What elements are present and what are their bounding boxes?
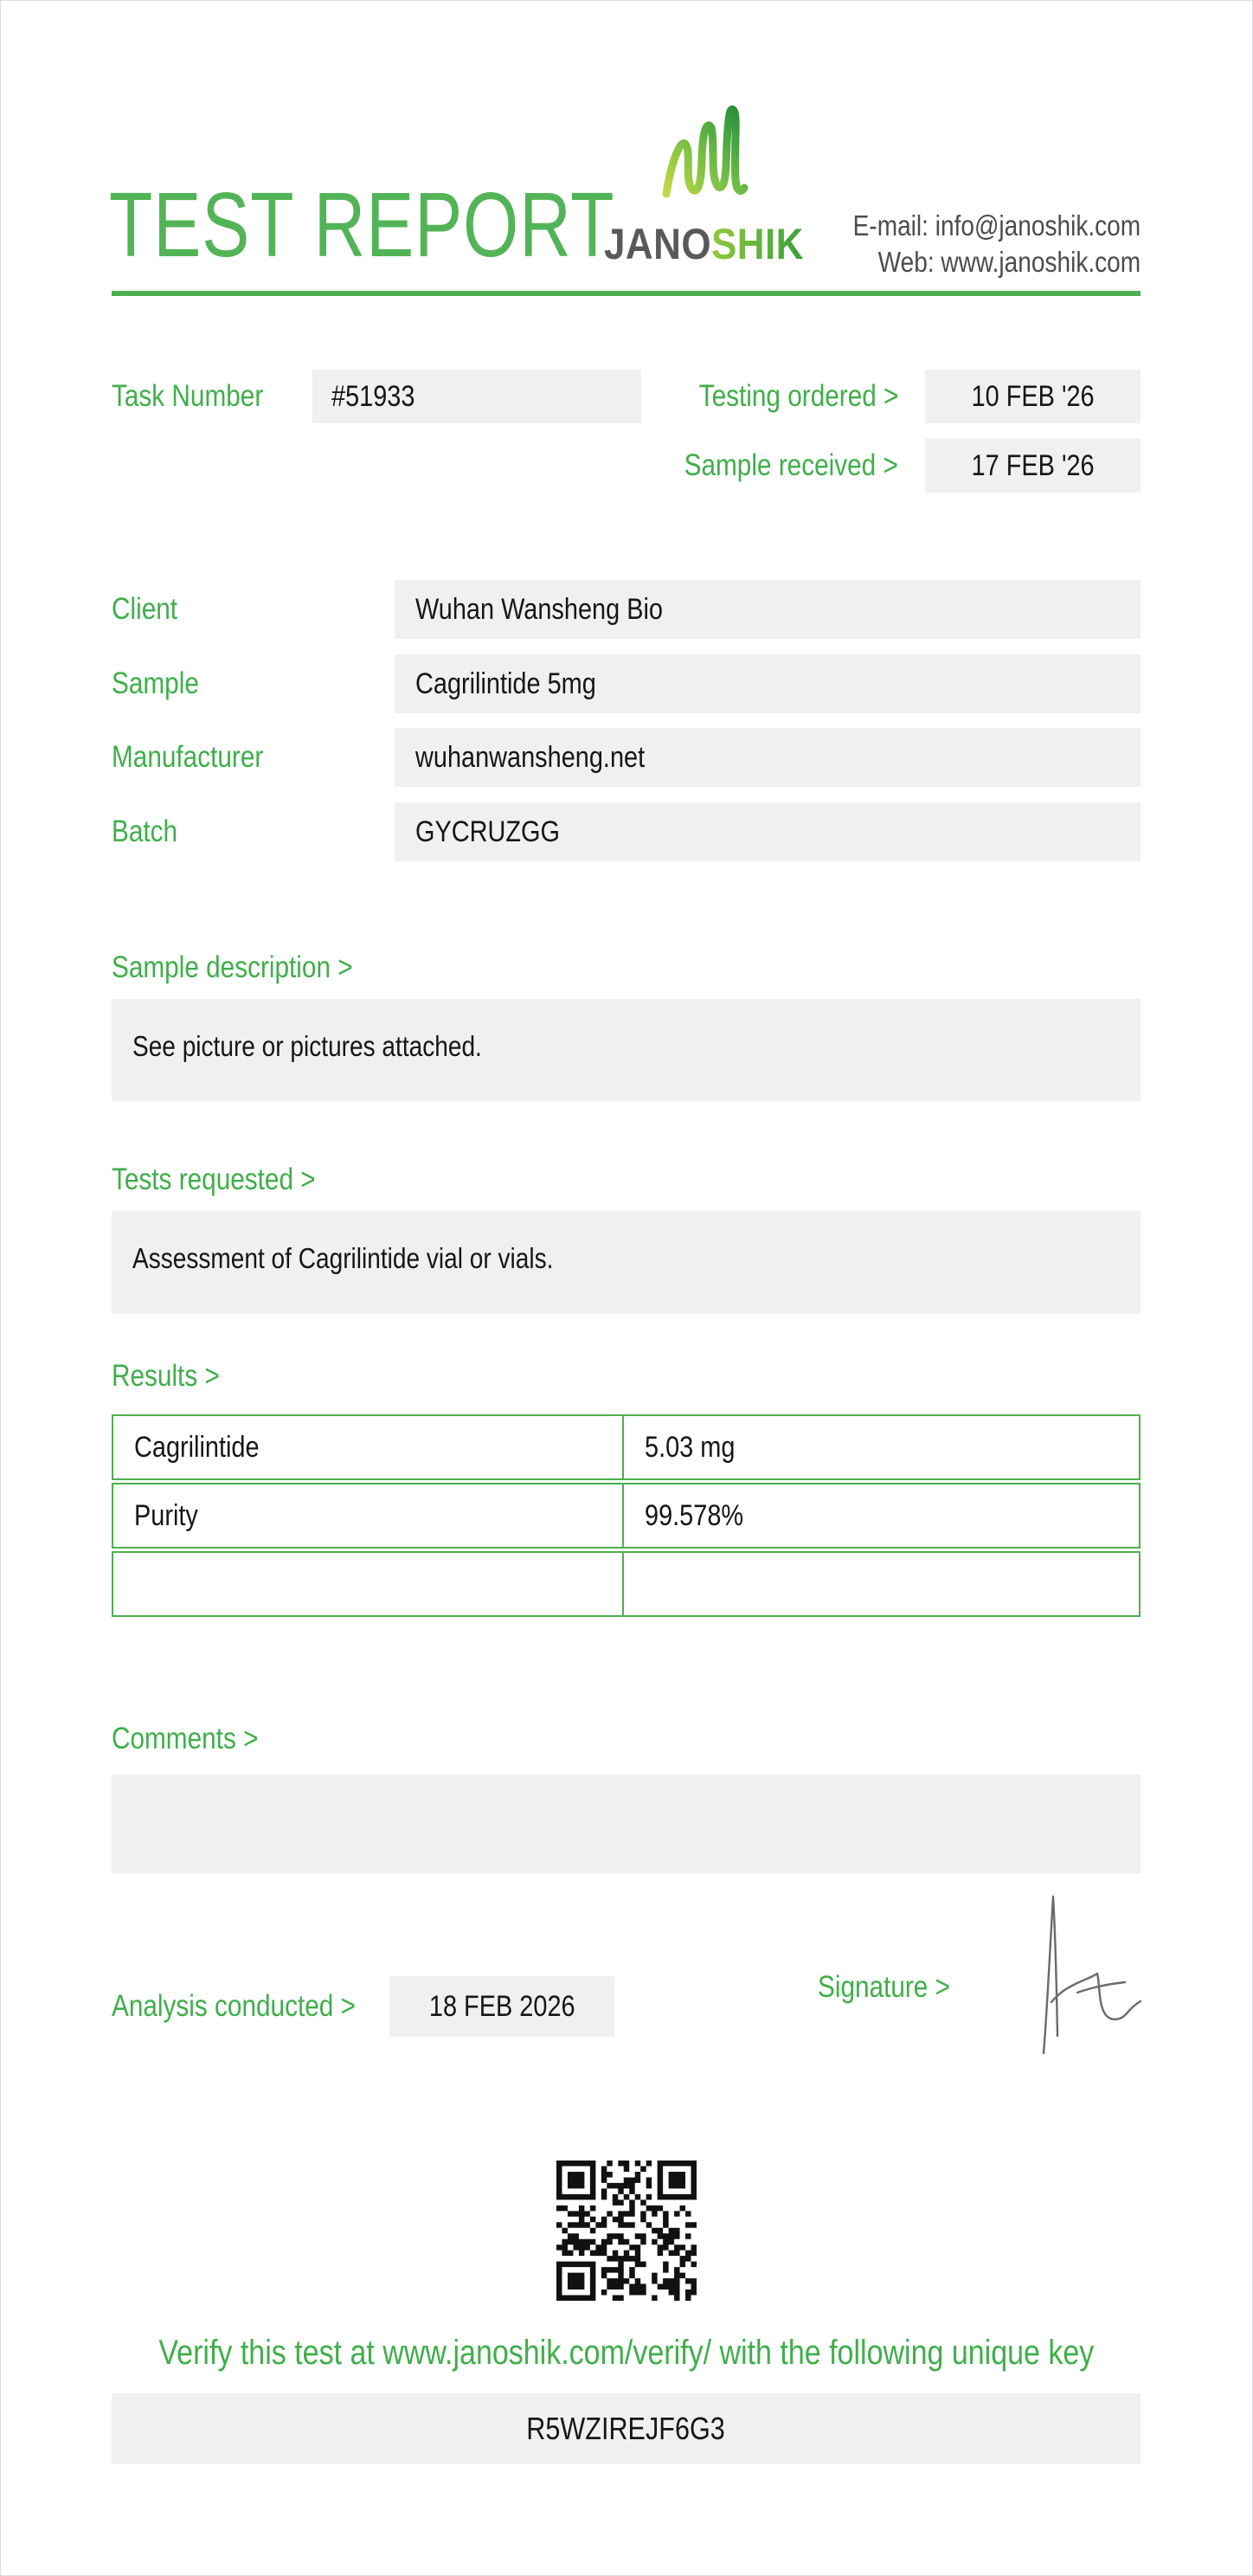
table-row xyxy=(112,1414,1141,1480)
result-value-cell: 99.578% xyxy=(645,1498,744,1532)
page-title: TEST REPORT xyxy=(109,174,615,276)
sample-description-text: See picture or pictures attached. xyxy=(132,1030,482,1062)
batch-value: GYCRUZGG xyxy=(395,802,1141,861)
sample-received-value: 17 FEB '26 xyxy=(925,439,1141,493)
tests-requested-box xyxy=(112,1211,1141,1314)
analysis-conducted-label: Analysis conducted > xyxy=(112,1989,356,2023)
results-label: Results > xyxy=(112,1359,220,1393)
sample-description-box xyxy=(112,999,1141,1101)
result-name-cell: Cagrilintide xyxy=(113,1416,624,1478)
manufacturer-value: wuhanwansheng.net xyxy=(395,728,1141,787)
qr-code xyxy=(556,2161,697,2301)
results-table xyxy=(112,1414,1141,1617)
header-divider xyxy=(112,291,1141,296)
analysis-conducted-value: 18 FEB 2026 xyxy=(389,1976,614,2037)
client-label: Client xyxy=(112,592,178,626)
janoshik-logo-mark-icon xyxy=(659,104,749,208)
testing-ordered-value: 10 FEB '26 xyxy=(925,370,1141,423)
brand-contact-block xyxy=(802,208,1141,280)
brand-email: E-mail: info@janoshik.com xyxy=(852,209,1141,242)
signature-label: Signature > xyxy=(818,1970,950,2004)
result-name-cell xyxy=(113,1553,624,1615)
sample-received-label: Sample received > xyxy=(684,448,898,482)
brand-wordmark-green: SHIK xyxy=(711,220,804,268)
verify-instruction: Verify this test at www.janoshik.com/verify/ with the following unique key xyxy=(158,2333,1094,2372)
manufacturer-label: Manufacturer xyxy=(112,740,264,774)
sample-description-label: Sample description > xyxy=(112,950,353,984)
brand-wordmark xyxy=(604,219,804,269)
result-name-cell: Purity xyxy=(113,1484,624,1547)
tests-requested-label: Tests requested > xyxy=(112,1162,316,1196)
brand-wordmark-dark: JANO xyxy=(604,220,712,268)
testing-ordered-label: Testing ordered > xyxy=(698,379,898,413)
unique-key-value: R5WZIREJF6G3 xyxy=(526,2411,726,2446)
client-value: Wuhan Wansheng Bio xyxy=(395,580,1141,639)
comments-label: Comments > xyxy=(112,1722,259,1755)
task-number-value: #51933 xyxy=(312,370,641,423)
result-value-cell xyxy=(624,1553,1139,1615)
table-row xyxy=(112,1551,1141,1617)
tests-requested-text: Assessment of Cagrilintide vial or vials. xyxy=(132,1242,554,1274)
sample-value: Cagrilintide 5mg xyxy=(395,654,1141,713)
batch-label: Batch xyxy=(112,815,178,848)
sample-label: Sample xyxy=(112,667,199,700)
task-number-label: Task Number xyxy=(112,379,264,413)
signature-scribble xyxy=(1038,1891,1144,2058)
unique-key-box xyxy=(112,2393,1141,2464)
table-row xyxy=(112,1483,1141,1549)
result-value-cell: 5.03 mg xyxy=(645,1430,736,1464)
brand-web: Web: www.janoshik.com xyxy=(877,246,1141,278)
comments-box xyxy=(112,1774,1141,1873)
